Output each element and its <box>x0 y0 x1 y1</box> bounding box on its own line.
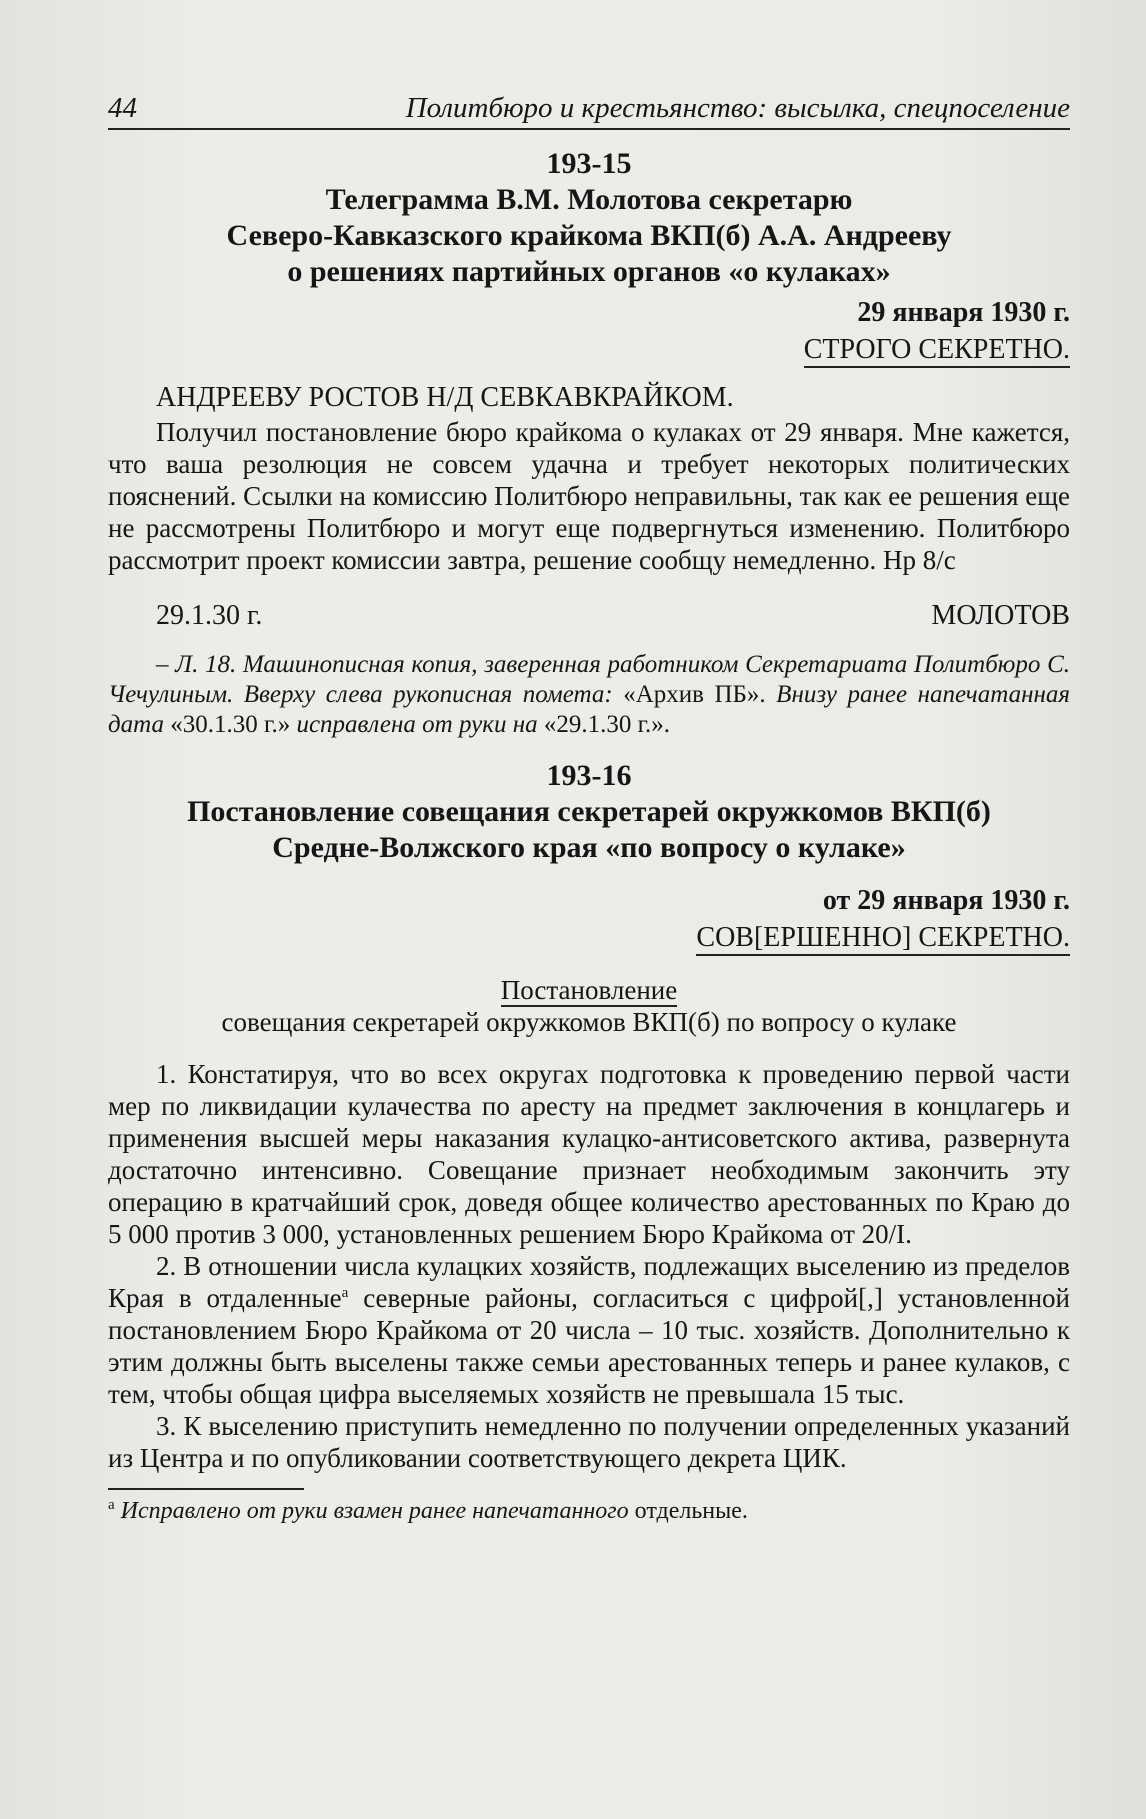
resolution-heading-text: Постановление <box>500 975 678 1005</box>
footnote-plain-text: отдельные. <box>628 1498 748 1524</box>
footnote-marker: а <box>108 1497 115 1513</box>
document-193-15 <box>108 146 1070 740</box>
archival-note-part: «29.1.30 г.». <box>543 711 671 738</box>
classification-text: СТРОГО СЕКРЕТНО. <box>804 334 1070 368</box>
running-title: Политбюро и крестьянство: высылка, спецпоселение <box>405 92 1070 124</box>
resolution-item-2 <box>108 1250 1070 1410</box>
addressee: АНДРЕЕВУ РОСТОВ Н/Д СЕВКАВКРАЙКОМ. <box>156 382 734 413</box>
resolution-item-2-text: северные районы, согласиться с цифрой[,] установленной постановлением Бюро Крайкома от 20 числа – 10 тыс. хозяйств. Дополнительно к этим должны быть выселены также семьи арестованных теперь и ранее кулаков, с тем, чтобы общая цифра выселяемых хозяйств не превышала 15 тыс. <box>108 1283 1071 1409</box>
resolution-heading <box>108 974 1070 1006</box>
resolution-item-3: 3. К выселению приступить немедленно по получении определенных указаний из Центра и по опубликовании соответствующего декрета ЦИК. <box>108 1411 1070 1473</box>
doc-title-line: Телеграмма В.М. Молотова секретарю <box>325 183 853 216</box>
doc-title-line: Северо-Кавказского крайкома ВКП(б) А.А. Андрееву <box>226 219 952 252</box>
signature-date: 29.1.30 г. <box>156 600 263 631</box>
archival-note <box>108 650 1070 740</box>
classification-stamp <box>108 332 1070 368</box>
doc-title-line: Средне-Волжского края «по вопросу о кулаке» <box>272 831 906 864</box>
doc-title <box>108 794 1070 866</box>
archival-note-part: – Л. 18. Машинописная копия, заверенная работником Секретариата Политбюро С. Чечулиным. Вверху слева рукописная помета: <box>108 651 1070 708</box>
doc-date: от 29 января 1930 г. <box>822 885 1070 916</box>
resolution-item-2-text: 2. В отношении числа кулацких хозяйств, подлежащих выселению из пределов Края в отдаленные <box>108 1251 1070 1313</box>
doc-title <box>108 182 1070 290</box>
doc-number: 193-15 <box>546 147 632 180</box>
doc-title-line: о решениях партийных органов «о кулаках» <box>287 255 891 288</box>
doc-title-line: Постановление совещания секретарей окружкомов ВКП(б) <box>187 795 991 828</box>
footnote <box>108 1496 1070 1526</box>
doc-number: 193-16 <box>546 759 632 792</box>
archival-note-part: «30.1.30 г.» <box>170 711 291 738</box>
signature-name: МОЛОТОВ <box>931 600 1070 631</box>
text-column <box>108 88 1070 1526</box>
signature-row <box>108 596 1070 636</box>
footnote-ref: а <box>341 1285 349 1301</box>
classification-stamp <box>108 920 1070 956</box>
archival-note-part: «Архив ПБ». <box>623 681 766 708</box>
classification-text: СОВ[ЕРШЕННО] СЕКРЕТНО. <box>696 922 1070 956</box>
page-number: 44 <box>108 92 137 124</box>
document-193-16 <box>108 758 1070 1474</box>
running-header <box>108 88 1070 130</box>
doc-date: 29 января 1930 г. <box>857 297 1070 328</box>
resolution-subheading: совещания секретарей окружкомов ВКП(б) по вопросу о кулаке <box>221 1007 957 1037</box>
telegram-body: Получил постановление бюро крайкома о кулаках от 29 января. Мне кажется, что ваша резолюция не совсем удачна и требует некоторых политических пояснений. Ссылки на комиссию Политбюро неправильны, так как ее решения еще не рассмотрены Политбюро и могут еще подвергнуться изменению. Политбюро рассмотрит проект комиссии завтра, решение сообщу немедленно. Нр 8/с <box>108 417 1070 575</box>
archival-note-part: Внизу ранее напечатанная дата <box>108 681 1071 738</box>
resolution-item-1: 1. Констатируя, что во всех округах подготовка к проведению первой части мер по ликвидации кулачества по аресту на предмет заключения в концлагерь и применения высшей меры наказания кулацко-антисоветского актива, развернута достаточно интенсивно. Совещание признает необходимым закончить эту операцию в кратчайший срок, доведя общее количество арестованных по Краю до 5 000 против 3 000, установленных решением Бюро Крайкома от 20/I. <box>108 1059 1070 1249</box>
footnote-italic-text: Исправлено от руки взамен ранее напечатанного <box>114 1498 629 1524</box>
archival-note-part: исправлена от руки на <box>290 711 544 738</box>
